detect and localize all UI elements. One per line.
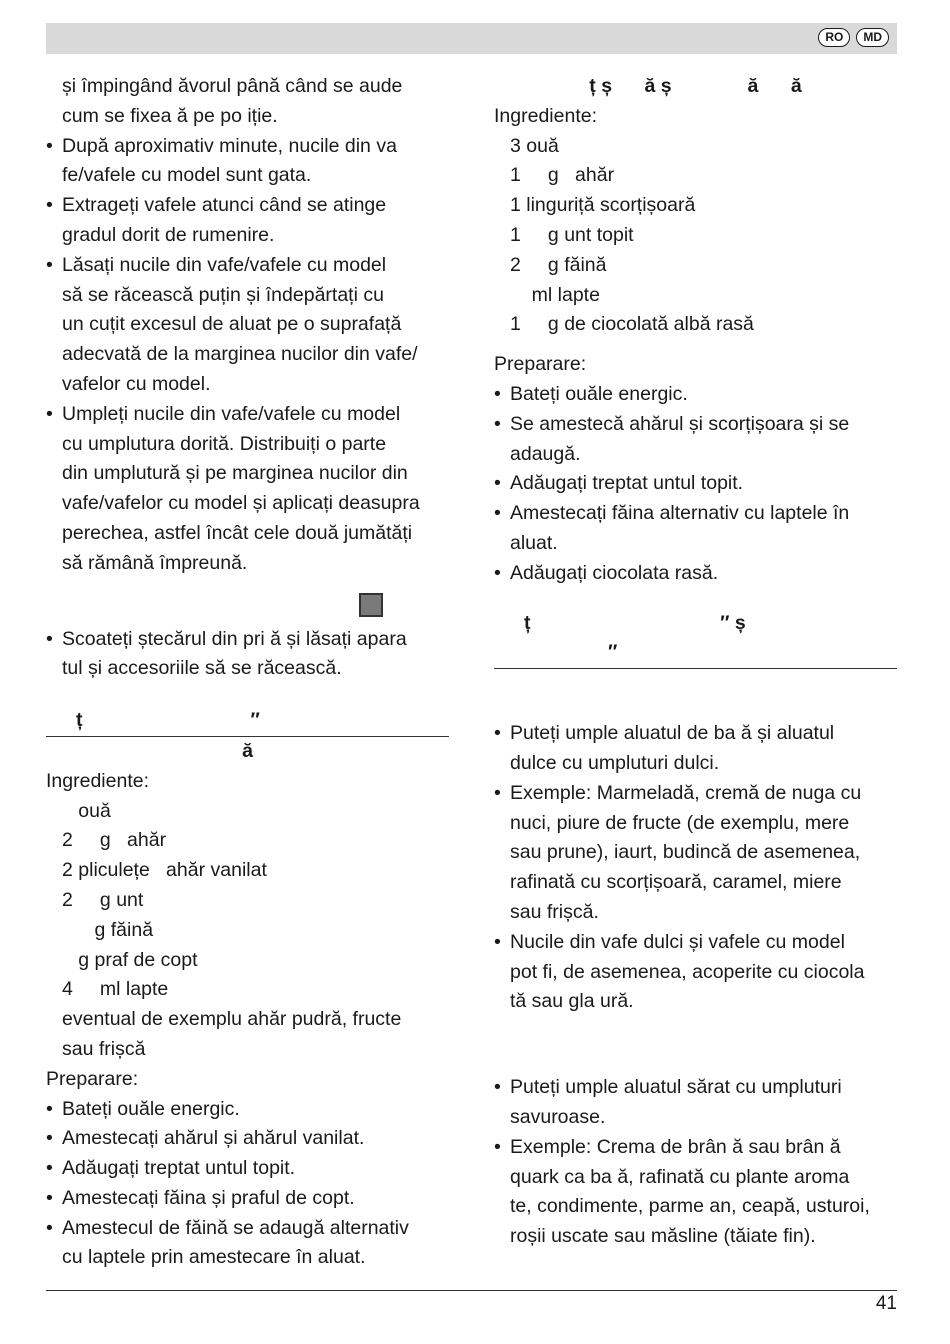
bullet-item: • Extrageți vafele atunci când se atinge gradul dorit de rumenire. bbox=[46, 191, 449, 251]
ingredient-line: 2 g făină bbox=[510, 253, 607, 276]
section-heading: ″ bbox=[608, 641, 618, 664]
bullet-item: • Puteți umple aluatul sărat cu umpluturi savuroase. bbox=[494, 1073, 897, 1133]
bullet-item: • Umpleți nucile din vafe/vafele cu model cu umplutura dorită. Distribuiți o parte din umplutură și pe marginea nucilor din vafe/vafelor cu model și aplicați deasupra perechea, astfel încât cele două jumătăți să rămână împreună. bbox=[46, 400, 449, 579]
bullet-item: • Adăugați ciocolata rasă. bbox=[494, 559, 897, 589]
ingredients-label: Ingrediente: bbox=[46, 769, 149, 792]
bullet-item: • Adăugați treptat untul topit. bbox=[46, 1154, 449, 1184]
square-symbol-icon bbox=[359, 593, 383, 617]
symbol-row bbox=[46, 591, 449, 625]
ingredient-line: sau frișcă bbox=[62, 1037, 146, 1060]
recipe-title: ă bbox=[242, 739, 253, 762]
ingredient-line: 1 linguriță scorțișoară bbox=[510, 194, 696, 217]
left-column bbox=[46, 72, 449, 1273]
ingredient-line: g praf de copt bbox=[62, 948, 198, 971]
preparation-label: Preparare: bbox=[494, 353, 587, 376]
bullet-item: • Bateți ouăle energic. bbox=[494, 380, 897, 410]
ingredient-line: 1 g de ciocolată albă rasă bbox=[510, 313, 754, 336]
bullet-item: • Scoateți ștecărul din pri ă și lăsați apara tul și accesoriile să se răcească. bbox=[46, 625, 449, 685]
bullet-item: • Amestecați făina alternativ cu laptele în aluat. bbox=[494, 499, 897, 559]
text-line: cum se fixea ă pe po iție. bbox=[62, 104, 278, 127]
ingredient-line: 2 g ahăr bbox=[62, 829, 167, 852]
section-heading: ț ″ bbox=[76, 709, 260, 732]
bullet-item: • Adăugați treptat untul topit. bbox=[494, 469, 897, 499]
ingredient-line: 1 g ahăr bbox=[510, 164, 615, 187]
recipe-title: ț ș ă ș ă ă bbox=[589, 75, 802, 97]
ingredient-line: 2 pliculețe ahăr vanilat bbox=[62, 859, 267, 882]
bullet-item: • Nucile din vafe dulci și vafele cu model pot fi, de asemenea, acoperite cu ciocola tă sau gla ură. bbox=[494, 928, 897, 1017]
ingredient-line: ouă bbox=[62, 799, 111, 822]
ingredient-line: 4 ml lapte bbox=[62, 978, 169, 1001]
page-number: 41 bbox=[875, 1293, 897, 1314]
right-column bbox=[494, 72, 897, 1252]
ingredient-line: g făină bbox=[62, 918, 154, 941]
bullet-item: • După aproximativ minute, nucile din va fe/vafele cu model sunt gata. bbox=[46, 132, 449, 192]
badge-ro: RO bbox=[818, 28, 850, 47]
text-line: și împingând ăvorul până când se aude bbox=[62, 75, 403, 97]
bullet-item: • Exemple: Marmeladă, cremă de nuga cu nuci, piure de fructe (de exemplu, mere sau prune), iaurt, budincă de asemenea, rafinată cu scorțișoară, caramel, miere sau frișcă. bbox=[494, 779, 897, 928]
header-bar bbox=[46, 23, 897, 54]
ingredient-line: 2 g unt bbox=[62, 888, 144, 911]
bullet-item: • Puteți umple aluatul de ba ă și aluatul dulce cu umpluturi dulci. bbox=[494, 719, 897, 779]
section-heading: ț ″ ș bbox=[524, 611, 746, 634]
bullet-item: • Amestecați ahărul și ahărul vanilat. bbox=[46, 1124, 449, 1154]
bullet-item: • Bateți ouăle energic. bbox=[46, 1095, 449, 1125]
preparation-label: Preparare: bbox=[46, 1067, 139, 1090]
ingredient-line: ml lapte bbox=[510, 283, 600, 306]
language-badges bbox=[818, 28, 889, 47]
ingredient-line: 3 ouă bbox=[510, 134, 559, 157]
bullet-item: • Lăsați nucile din vafe/vafele cu model să se răcească puțin și îndepărtați cu un cuțit excesul de aluat pe o suprafață adecvată de la marginea nucilor din vafe/ vafelor cu model. bbox=[46, 251, 449, 400]
bullet-item: • Se amestecă ahărul și scorțișoara și se adaugă. bbox=[494, 410, 897, 470]
ingredients-label: Ingrediente: bbox=[494, 104, 597, 127]
bullet-item: • Amestecați făina și praful de copt. bbox=[46, 1184, 449, 1214]
bullet-item: • Amestecul de făină se adaugă alternativ cu laptele prin amestecare în aluat. bbox=[46, 1214, 449, 1274]
footer-rule bbox=[46, 1290, 897, 1291]
ingredient-line: eventual de exemplu ahăr pudră, fructe bbox=[62, 1008, 402, 1031]
ingredient-line: 1 g unt topit bbox=[510, 223, 634, 246]
badge-md: MD bbox=[856, 28, 889, 47]
bullet-item: • Exemple: Crema de brân ă sau brân ă quark ca ba ă, rafinată cu plante aroma te, condimente, parme an, ceapă, usturoi, roșii uscate sau măsline (tăiate fin). bbox=[494, 1133, 897, 1252]
